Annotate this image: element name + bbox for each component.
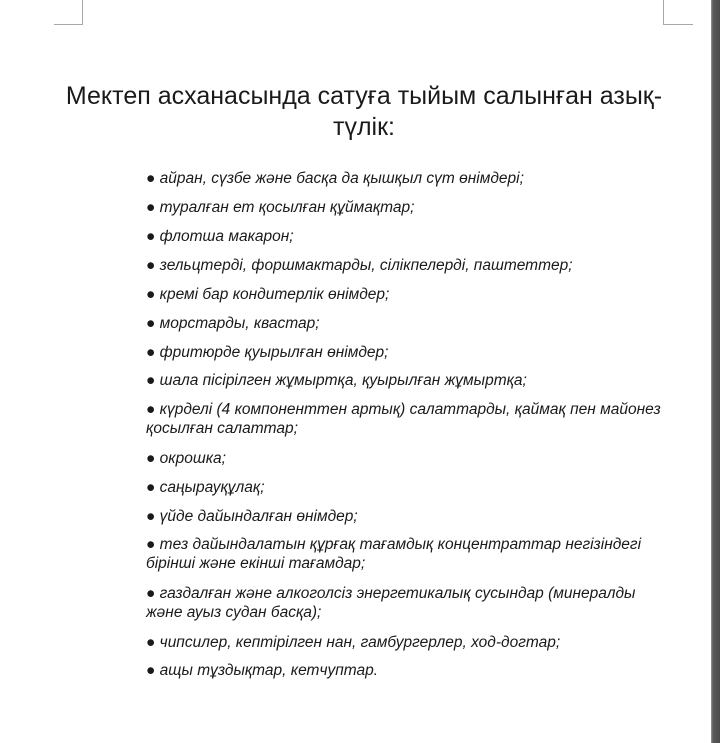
crop-mark-top-right xyxy=(663,0,693,25)
document-title: Мектеп асханасында сатуға тыйым салынған азық-түлік: xyxy=(65,82,663,141)
page-edge-shadow xyxy=(711,0,720,743)
list-item: ● үйде дайындалған өнімдер; xyxy=(146,508,358,525)
list-item: ● туралған ет қосылған құймақтар; xyxy=(146,199,415,216)
list-item: ● окрошка; xyxy=(146,450,226,467)
list-item: ● морстарды, квастар; xyxy=(146,315,320,332)
list-item: ● фритюрде қуырылған өнімдер; xyxy=(146,344,389,361)
list-item: ● ащы тұздықтар, кетчуптар. xyxy=(146,662,379,679)
list-item: ● айран, сүзбе және басқа да қышқыл сүт өнімдері; xyxy=(146,170,524,187)
crop-mark-top-left xyxy=(54,0,83,25)
list-item: ● тез дайындалатын құрғақ тағамдық концентраттар негізіндегі бірінші және екінші тағамдар; xyxy=(146,536,642,572)
list-item: ● күрделі (4 компоненттен артық) салаттарды, қаймақ пен майонез қосылған салаттар; xyxy=(146,401,661,437)
list-item: ● саңырауқұлақ; xyxy=(146,479,265,496)
list-item: ● зельцтерді, форшмактарды, сілікпелерді, паштеттер; xyxy=(146,257,573,274)
list-item: ● чипсилер, кептірілген нан, гамбургерлер, ход-догтар; xyxy=(146,634,561,651)
list-item: ● флотша макарон; xyxy=(146,228,294,245)
list-item: ● газдалған және алкоголсіз энергетикалық сусындар (минералды және ауыз судан басқа); xyxy=(146,585,636,621)
list-item: ● кремі бар кондитерлік өнімдер; xyxy=(146,286,390,303)
list-item: ● шала пісірілген жұмыртқа, қуырылған жұмыртқа; xyxy=(146,372,527,389)
